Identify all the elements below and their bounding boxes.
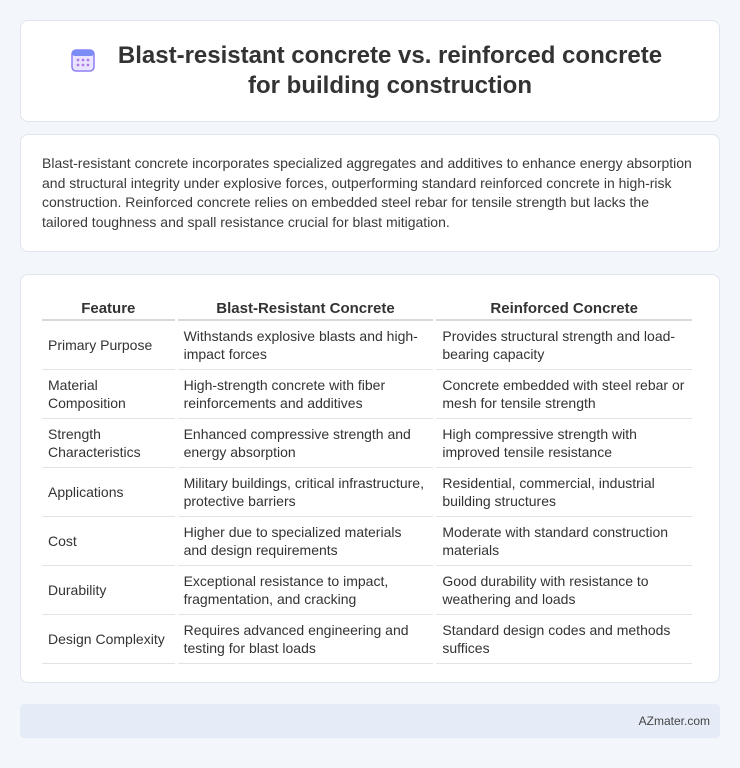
page-title: Blast-resistant concrete vs. reinforced concrete for building construction bbox=[117, 42, 663, 99]
reinforced-cell: Standard design codes and methods suffices bbox=[436, 615, 692, 664]
comparison-card bbox=[20, 274, 720, 683]
table-row bbox=[42, 517, 692, 566]
header-feature: Feature bbox=[42, 295, 175, 321]
feature-cell: Strength Characteristics bbox=[42, 419, 175, 468]
reinforced-cell: Residential, commercial, industrial building structures bbox=[436, 468, 692, 517]
table-row bbox=[42, 566, 692, 615]
header-reinforced: Reinforced Concrete bbox=[436, 295, 692, 321]
footer-brand[interactable]: AZmater.com bbox=[638, 714, 710, 728]
feature-cell: Applications bbox=[42, 468, 175, 517]
feature-cell: Design Complexity bbox=[42, 615, 175, 664]
table-row bbox=[42, 468, 692, 517]
header-blast-resistant: Blast-Resistant Concrete bbox=[178, 295, 434, 321]
title-wrap bbox=[70, 41, 670, 101]
blast-cell: Military buildings, critical infrastructure, protective barriers bbox=[178, 468, 434, 517]
footer-bar bbox=[20, 704, 720, 738]
calendar-icon bbox=[70, 47, 96, 73]
blast-cell: Withstands explosive blasts and high-impact forces bbox=[178, 321, 434, 370]
intro-card bbox=[20, 134, 720, 252]
blast-cell: Exceptional resistance to impact, fragmentation, and cracking bbox=[178, 566, 434, 615]
blast-cell: Higher due to specialized materials and design requirements bbox=[178, 517, 434, 566]
table-row bbox=[42, 370, 692, 419]
blast-cell: Enhanced compressive strength and energy absorption bbox=[178, 419, 434, 468]
intro-paragraph: Blast-resistant concrete incorporates specialized aggregates and additives to enhance energy absorption and structural integrity under explosive forces, outperforming standard reinforced concrete in high-risk construction. Reinforced concrete relies on embedded steel rebar for tensile strength but lacks the tailored toughness and spall resistance crucial for blast mitigation. bbox=[42, 155, 692, 230]
blast-cell: Requires advanced engineering and testing for blast loads bbox=[178, 615, 434, 664]
table-header-row bbox=[42, 295, 692, 321]
feature-cell: Material Composition bbox=[42, 370, 175, 419]
table-row bbox=[42, 419, 692, 468]
reinforced-cell: High compressive strength with improved tensile resistance bbox=[436, 419, 692, 468]
table-row bbox=[42, 615, 692, 664]
reinforced-cell: Provides structural strength and load-bearing capacity bbox=[436, 321, 692, 370]
feature-cell: Primary Purpose bbox=[42, 321, 175, 370]
feature-cell: Cost bbox=[42, 517, 175, 566]
reinforced-cell: Concrete embedded with steel rebar or mesh for tensile strength bbox=[436, 370, 692, 419]
reinforced-cell: Good durability with resistance to weathering and loads bbox=[436, 566, 692, 615]
comparison-table bbox=[39, 295, 695, 664]
blast-cell: High-strength concrete with fiber reinforcements and additives bbox=[178, 370, 434, 419]
table-row bbox=[42, 321, 692, 370]
feature-cell: Durability bbox=[42, 566, 175, 615]
reinforced-cell: Moderate with standard construction materials bbox=[436, 517, 692, 566]
title-card bbox=[20, 20, 720, 122]
